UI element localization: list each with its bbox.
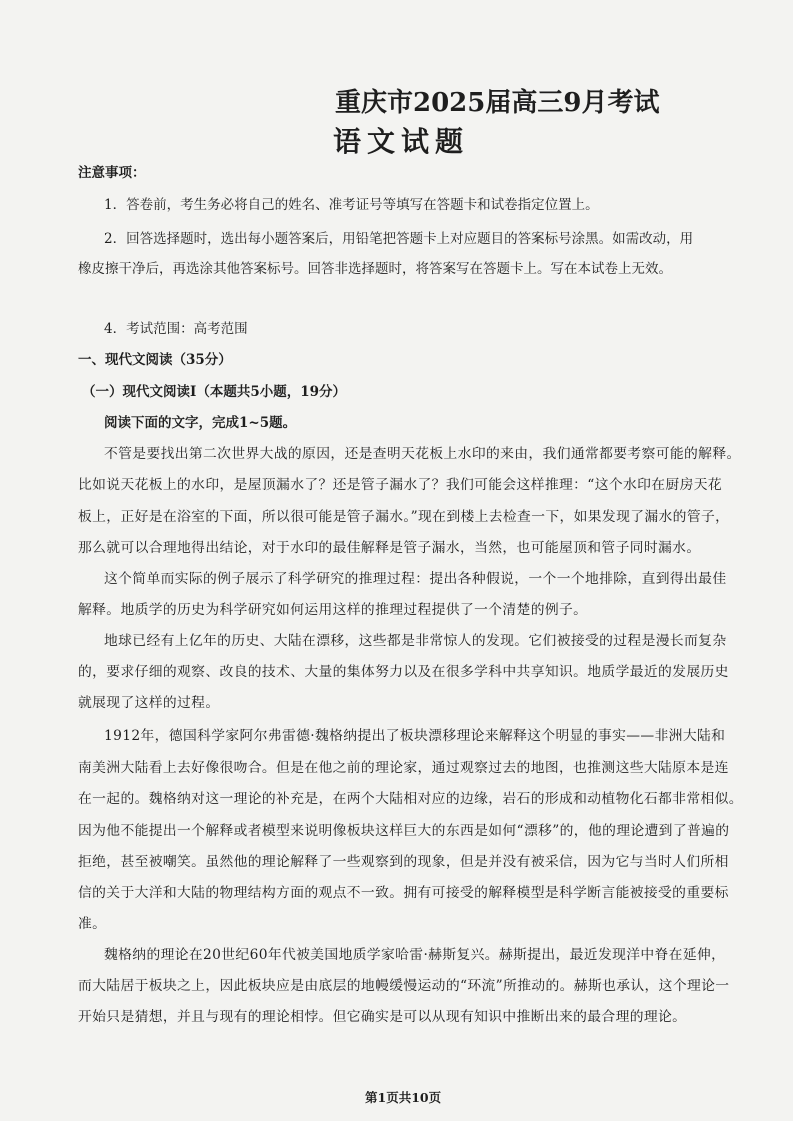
passage-line: 板上，正好是在浴室的下面，所以很可能是管子漏水。”现在到楼上去检查一下，如果发现了漏水的管子， [78,509,730,525]
subsection-heading: （一）现代文阅读Ⅰ（本题共5小题，19分） [82,384,346,400]
passage-line: 开始只是猜想，并且与现有的理论相悖。但它确实是可以从现有知识中推断出来的最合理的理论。 [78,1009,687,1025]
passage-line: 而大陆居于板块之上，因此板块应是由底层的地幔缓慢运动的“环流”所推动的。赫斯也承认，这个理论一 [78,978,730,994]
passage-line: 地球已经有上亿年的历史、大陆在漂移，这些都是非常惊人的发现。它们被接受的过程是漫长而复杂 [104,633,727,649]
passage-line: 的，要求仔细的观察、改良的技术、大量的集体努力以及在很多学科中共享知识。地质学最近的发展历史 [78,664,729,680]
page-footer: 第1页共10页 [365,1090,442,1105]
passage-line: 因为他不能提出一个解释或者模型来说明像板块这样巨大的东西是如何“漂移”的，他的理论遭到了普遍的 [78,823,730,839]
exam-title: 重庆市2025届高三9月考试 [335,88,660,118]
passage-line: 在一起的。魏格纳对这一理论的补充是，在两个大陆相对应的边缘，岩石的形成和动植物化石都非常相似。 [78,791,743,807]
passage-line: 魏格纳的理论在20世纪60年代被美国地质学家哈雷·赫斯复兴。赫斯提出，最近发现洋中脊在延伸， [104,947,726,963]
notice-item-4: 4．考试范围：高考范围 [104,321,248,337]
passage-line: 不管是要找出第二次世界大战的原因，还是查明天花板上水印的来由，我们通常都要考察可能的解释。 [104,446,741,462]
passage-line: 那么就可以合理地得出结论，对于水印的最佳解释是管子漏水，当然，也可能屋顶和管子同时漏水。 [78,540,701,556]
notice-item-1: 1．答卷前，考生务必将自己的姓名、准考证号等填写在答题卡和试卷指定位置上。 [104,197,599,213]
section-heading: 一、现代文阅读（35分） [78,352,232,368]
notice-item-2: 2．回答选择题时，选出每小题答案后，用铅笔把答题卡上对应题目的答案标号涂黑。如需改动，用 [104,231,694,247]
subject-title: 语文试题 [333,125,470,158]
passage-line: 南美洲大陆看上去好像很吻合。但是在他之前的理论家，通过观察过去的地图，也推测这些大陆原本是连 [78,760,729,776]
passage-line: 信的关于大洋和大陆的物理结构方面的观点不一致。拥有可接受的解释模型是科学断言能被接受的重要标 [78,885,729,901]
passage-line: 这个简单而实际的例子展示了科学研究的推理过程：提出各种假说，一个一个地排除，直到得出最佳 [104,571,727,587]
passage-line: 拒绝，甚至被嘲笑。虽然他的理论解释了一些观察到的现象，但是并没有被采信，因为它与当时人们所相 [78,854,729,870]
passage-line: 1912年，德国科学家阿尔弗雷德·魏格纳提出了板块漂移理论来解释这个明显的事实——非洲大陆和 [104,728,726,744]
passage-line: 比如说天花板上的水印，是屋顶漏水了？还是管子漏水了？我们可能会这样推理：“这个水印在厨房天花 [78,477,723,493]
notice-item-2-cont: 橡皮擦干净后，再选涂其他答案标号。回答非选择题时，将答案写在答题卡上。写在本试卷上无效。 [78,261,672,277]
notice-heading: 注意事项： [78,165,146,181]
instruction: 阅读下面的文字，完成1~5题。 [104,415,297,431]
passage-line: 就展现了这样的过程。 [78,695,220,711]
passage-line: 解释。地质学的历史为科学研究如何运用这样的推理过程提供了一个清楚的例子。 [78,602,588,618]
passage-line: 准。 [78,916,107,932]
